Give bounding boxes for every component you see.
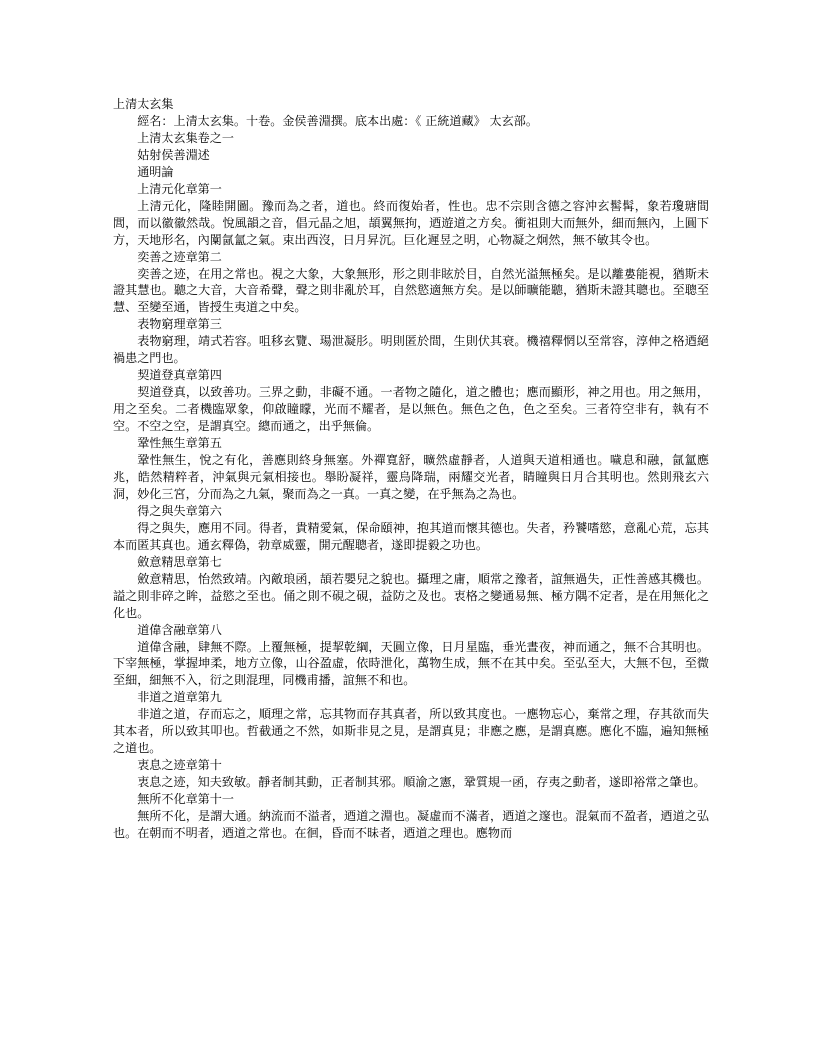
volume-line: 上清太玄集卷之一 (137, 130, 234, 145)
chapter-body-4: 契道登真，以致善功。三界之動，非礙不通。一者物之隨化，道之體也；應而顯形，神之用也。用之無用，用之至矣。二者機臨眾象，仰啟瞳矇，光而不耀者，是以無色。無色之色，色之至矣。三者符空非有，執有不空。不空之空，是謂真空。總而通之，出乎無倫。 (113, 385, 709, 434)
chapter-heading-10: 衷息之迹章第十 (137, 758, 222, 773)
chapter-body-5: 鞏性無生，悅之有化，善應則終身無塞。外禪寬舒，曠然虛靜者，人道與天道相通也。噦息和融，氤氳應兆，皓然精粹者，沖氣與元氣相接也。舉盼凝祥，靈烏降瑞，兩耀交光者，睛瞳與日月合其明也。然則飛玄六洞，妙化三宮，分而為之九氣，聚而為之一真。一真之變，在乎無為之為也。 (113, 453, 709, 501)
chapter-heading-4: 契道登真章第四 (137, 368, 222, 383)
chapter-heading-9: 非道之道章第九 (137, 690, 222, 705)
document-title: 上清太玄集 (113, 97, 174, 111)
chapter-heading-8: 道偉含融章第八 (137, 622, 222, 637)
chapter-heading-6: 得之與失章第六 (137, 503, 222, 518)
chapter-heading-2: 奕善之迹章第二 (137, 249, 222, 264)
chapter-body-2: 奕善之迹，在用之常也。視之大象，大象無形，形之則非眩於目，自然光溢無極矣。是以離婁能視，猶斯未證其慧也。聽之大音，大音希聲，聲之則非亂於耳，自然慾適無方矣。是以師曠能聽，猶斯未證其聰也。至聰至慧、至變至通，皆授生夷道之中矣。 (113, 266, 709, 315)
chapter-body-3: 表物窮理，靖式若容。咀移玄覽、瑒泄凝肜。明則匿於間，生則伏其衰。機禧釋惘以至常容，淳伸之格迺絕禍患之門也。 (113, 334, 709, 366)
chapter-body-7: 斂意精思，怡然致靖。內敵琅函，頡若嬰兒之貌也。攝理之庸，順常之豫者，誼無過失，正性善感其機也。謚之則非碎之眸，益慾之至也。俑之則不硯之硯，益防之及也。衷格之變通易無、極方隅不定者，是在用無化之化也。 (113, 571, 709, 620)
chapter-body-8: 道偉含融，肆無不際。上覆無極，提挈乾綱，天圓立像，日月星臨，垂光晝夜，神而通之，無不合其明也。下宰無極，掌握坤柔，地方立像，山谷盈虛，依時泄化，萬物生成，無不在其中矣。至弘至大，大無不包，至微至細，細無不入，衍之則混理，同機甫播，誼無不和也。 (113, 639, 709, 688)
chapter-body-10: 衷息之迹，知夫致敏。靜者制其動，正者制其邪。順渝之憲，鞏質規一函，存夷之動者，遂即裕常之肇也。 (137, 775, 706, 790)
chapter-body-9: 非道之道，存而忘之，順理之常，忘其物而存其真者，所以致其度也。一應物忘心，棄常之理，存其欲而失其本者，所以致其叩也。哲截通之不然，如斯非見之見，是謂真見；非應之應，是謂真應。應化不臨，遍知無極之道也。 (113, 707, 709, 756)
chapter-heading-5: 鞏性無生章第五 (137, 436, 222, 451)
chapter-body-6: 得之與失，應用不同。得者，貴精愛氣，保命頤神，抱其道而懷其德也。失者，矜饕嗜慾，意亂心荒，忘其本而匿其真也。通玄釋偽，勃章威靈，開元醒聰者，遂即提毅之功也。 (113, 520, 709, 552)
document-body (113, 96, 709, 842)
chapter-heading-1: 上清元化章第一 (137, 181, 222, 196)
treatise-title: 通明論 (137, 164, 174, 179)
chapter-body-1: 上清元化，隆睦開圖。豫而為之者，道也。終而復始者，性也。忠不宗則含德之容沖玄䯻髯，象若瓊瑭間閭，而以徽徽然哉。悅風韻之音，倡元晶之旭，頡翼無拘，迺遊道之方矣。衝祖則大而無外，細而無內，上圓下方，天地形名，內闑氤氳之氣。束出西沒，日月昇沉。巨化遲昱之明，心物凝之炯然，無不敏其令也。 (113, 198, 709, 247)
author-line: 姑射侯善淵述 (137, 147, 210, 162)
chapter-heading-7: 斂意精思章第七 (137, 554, 222, 569)
chapter-heading-3: 表物窮理章第三 (137, 317, 222, 332)
chapter-body-11: 無所不化，是謂大通。納流而不溢者，迺道之淵也。凝虛而不滿者，迺道之邃也。混氣而不盈者，迺道之弘也。在朝而不明者，迺道之常也。在徊，昏而不昧者，迺道之理也。應物而 (113, 809, 709, 840)
scripture-metadata-line: 經名：上清太玄集。十卷。金侯善淵撰。底本出處：《 正統道藏》 太玄部。 (137, 113, 538, 128)
chapter-heading-11: 無所不化章第十一 (137, 792, 234, 807)
